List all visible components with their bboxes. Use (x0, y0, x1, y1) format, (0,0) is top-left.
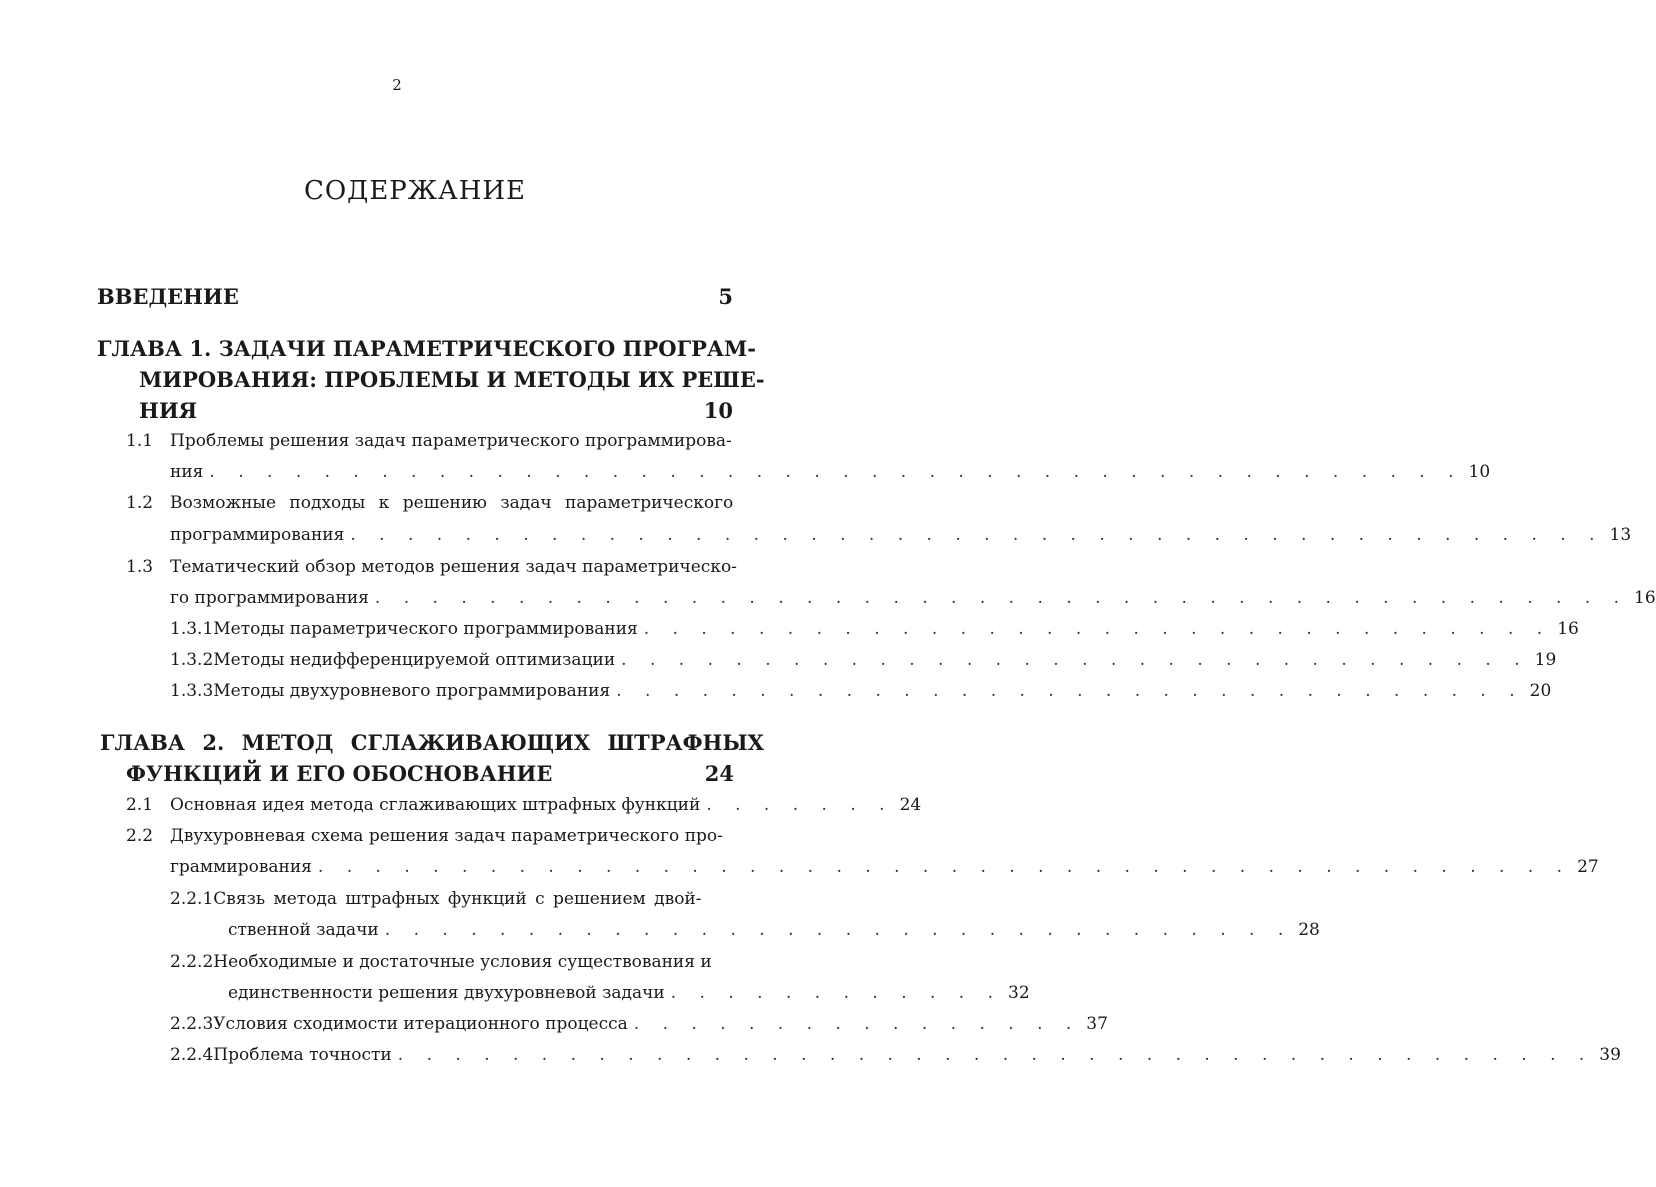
chapter1-page: 10 (703, 398, 733, 423)
subsection-title: Методы параметрического программирования (213, 619, 638, 639)
toc-subsection-1-3-2[interactable] (170, 650, 1557, 670)
toc-intro[interactable] (97, 284, 733, 309)
dot-leader: . . . . . . . . . . . . . . . . . . . . . . . . . . . . . . . . . . . . . . . . . . (397, 1045, 1594, 1065)
subsection-number: 2.2.2 (170, 952, 214, 972)
toc-intro-page: 5 (718, 284, 733, 309)
toc-subsection-2-2-2-cont[interactable] (228, 983, 1030, 1003)
section-title-line1: Возможные подходы к решению задач параметрического (170, 493, 734, 513)
subsection-number: 1.3.1 (170, 619, 214, 639)
toc-subsection-2-2-2[interactable] (170, 952, 712, 972)
subsection-page: 28 (1298, 920, 1320, 940)
section-title-line1: Тематический обзор методов решения задач параметрическо- (170, 557, 737, 577)
section-title-line2: граммирования (170, 857, 312, 877)
subsection-title-line1: Связь метода штрафных функций с решением двой- (213, 889, 702, 909)
subsection-title: Проблема точности (213, 1045, 392, 1065)
subsection-number: 1.3.2 (170, 650, 214, 670)
subsection-number: 1.3.3 (170, 681, 214, 701)
subsection-page: 37 (1086, 1014, 1108, 1034)
dot-leader: . . . . . . . . . . . . . . . . . . . . . . . . . . . . . . . . . . . . . . . . . . . . (350, 525, 1604, 545)
toc-section-2-2[interactable] (126, 826, 723, 846)
toc-chapter2-line1[interactable] (100, 730, 764, 755)
toc-section-1-3[interactable] (126, 557, 737, 577)
dot-leader: . . . . . . . . . . . . . . . . . . . . . . . . . . . . . . . . . . . . . . . . . . . . (209, 462, 1463, 482)
chapter1-title-line3: НИЯ (139, 398, 198, 423)
toc-subsection-2-2-1-cont[interactable] (228, 920, 1320, 940)
subsection-number: 2.2.4 (170, 1045, 214, 1065)
subsection-page: 16 (1557, 619, 1579, 639)
toc-chapter2-line2[interactable] (126, 761, 734, 786)
dot-leader: . . . . . . . . . . . . . . . . . . . . . . . . . . . . . . . . . . . . . . . . . . . . (317, 857, 1572, 877)
toc-chapter1-line3[interactable] (139, 398, 733, 423)
page-title: СОДЕРЖАНИЕ (303, 176, 527, 206)
toc-section-2-2-cont[interactable] (170, 857, 1599, 877)
subsection-title-line2: единственности решения двухуровневой задачи (228, 983, 665, 1003)
subsection-title: Методы недифференцируемой оптимизации (213, 650, 616, 670)
dot-leader: . . . . . . . . . . . . . . . . . . . . . . . . . . . . . . . . (384, 920, 1293, 940)
toc-chapter1-line1[interactable] (97, 336, 756, 361)
section-number: 1.1 (126, 431, 154, 451)
page-number: 2 (392, 76, 402, 94)
toc-subsection-1-3-3[interactable] (170, 681, 1552, 701)
toc-subsection-2-2-4[interactable] (170, 1045, 1621, 1065)
section-title: Основная идея метода сглаживающих штрафных функций (170, 795, 701, 815)
toc-chapter1-line2[interactable] (139, 367, 765, 392)
dot-leader: . . . . . . . . . . . . . . . . . . . . . . . . . . . . . . . . (643, 619, 1552, 639)
dot-leader: . . . . . . . . . . . . . . . . . . . . . . . . . . . . . . . . . . . . . . . . . . . . (374, 588, 1629, 608)
toc-section-1-2-cont[interactable] (170, 525, 1632, 545)
chapter1-title-line2: МИРОВАНИЯ: ПРОБЛЕМЫ И МЕТОДЫ ИХ РЕШЕ- (139, 367, 765, 392)
section-number: 2.2 (126, 826, 154, 846)
subsection-page: 32 (1008, 983, 1030, 1003)
section-page: 10 (1468, 462, 1491, 482)
subsection-page: 19 (1534, 650, 1557, 670)
section-page: 16 (1634, 588, 1656, 608)
toc-section-1-1[interactable] (126, 431, 732, 451)
chapter2-title-line2: ФУНКЦИЙ И ЕГО ОБОСНОВАНИЕ (126, 761, 553, 786)
toc-intro-label: ВВЕДЕНИЕ (97, 284, 239, 309)
toc-section-1-1-cont[interactable] (170, 462, 1491, 482)
section-number: 1.2 (126, 493, 154, 513)
subsection-page: 20 (1529, 681, 1552, 701)
chapter2-page: 24 (704, 761, 734, 786)
toc-subsection-2-2-1[interactable] (170, 889, 702, 909)
subsection-title: Методы двухуровневого программирования (213, 681, 611, 701)
chapter2-title-line1: ГЛАВА 2. МЕТОД СГЛАЖИВАЮЩИХ ШТРАФНЫХ (100, 730, 764, 755)
section-page: 27 (1577, 857, 1599, 877)
toc-subsection-2-2-3[interactable] (170, 1014, 1108, 1034)
section-title-line1: Проблемы решения задач параметрического программирова- (170, 431, 732, 451)
section-page: 24 (899, 795, 922, 815)
dot-leader: . . . . . . . . . . . . . . . . . . . . . . . . . . . . . . . . (616, 681, 1524, 701)
section-title-line2: программирования (170, 525, 345, 545)
section-title-line2: ния (170, 462, 204, 482)
section-number: 2.1 (126, 795, 154, 815)
toc-section-1-3-cont[interactable] (170, 588, 1656, 608)
dot-leader: . . . . . . . . . . . . (670, 983, 1003, 1003)
dot-leader: . . . . . . . . . . . . . . . . . . . . . . . . . . . . . . . . (621, 650, 1529, 670)
subsection-page: 39 (1599, 1045, 1621, 1065)
section-title-line1: Двухуровневая схема решения задач параметрического про- (170, 826, 723, 846)
dot-leader: . . . . . . . (706, 795, 894, 815)
subsection-title-line1: Необходимые и достаточные условия существования и (213, 952, 712, 972)
section-number: 1.3 (126, 557, 154, 577)
subsection-number: 2.2.1 (170, 889, 214, 909)
dot-leader: . . . . . . . . . . . . . . . . (633, 1014, 1081, 1034)
toc-section-2-1[interactable] (126, 795, 922, 815)
toc-section-1-2[interactable] (126, 493, 734, 513)
subsection-title-line2: ственной задачи (228, 920, 379, 940)
section-page: 13 (1609, 525, 1632, 545)
chapter1-title-line1: ГЛАВА 1. ЗАДАЧИ ПАРАМЕТРИЧЕСКОГО ПРОГРАМ- (97, 336, 756, 361)
subsection-number: 2.2.3 (170, 1014, 214, 1034)
subsection-title: Условия сходимости итерационного процесса (213, 1014, 628, 1034)
section-title-line2: го программирования (170, 588, 369, 608)
toc-subsection-1-3-1[interactable] (170, 619, 1579, 639)
